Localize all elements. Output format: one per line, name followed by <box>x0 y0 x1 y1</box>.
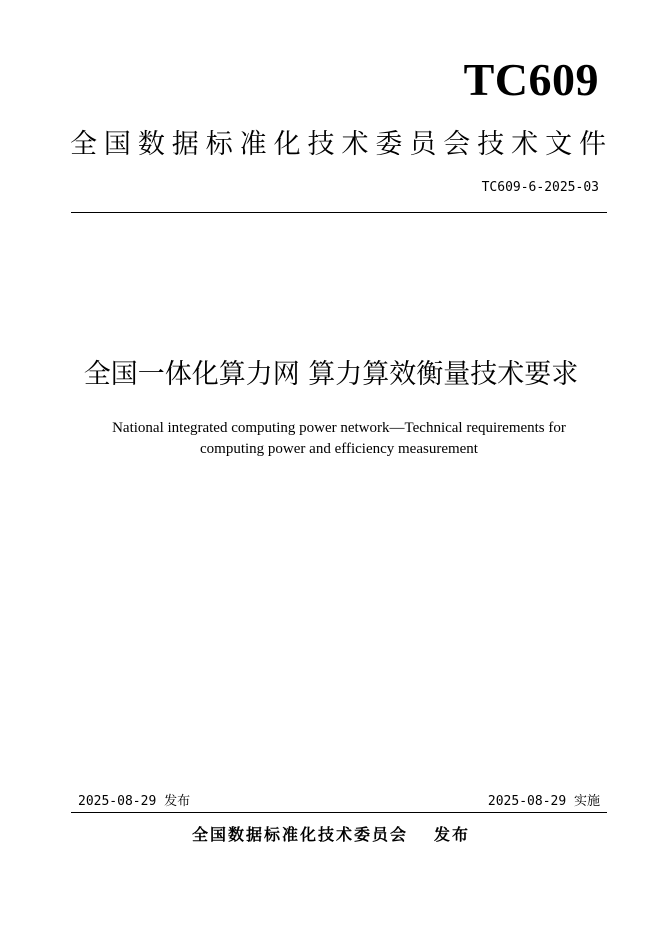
english-title-line-1: National integrated computing power network—Technical requirements for <box>112 420 566 436</box>
issue-label: 发布 <box>434 825 471 844</box>
top-divider <box>71 212 607 213</box>
committee-code: TC609 <box>463 54 599 105</box>
committee-document-label: 全国数据标准化技术委员会技术文件 <box>70 129 608 160</box>
document-number: TC609-6-2025-03 <box>481 180 599 195</box>
issuer-name: 全国数据标准化技术委员会 <box>191 825 408 844</box>
issuer-line <box>0 823 662 847</box>
document-title-english <box>71 418 607 460</box>
implementation-date: 2025-08-29 实施 <box>487 794 600 809</box>
bottom-divider <box>71 812 607 813</box>
document-title-chinese: 全国一体化算力网 算力算效衡量技术要求 <box>83 359 579 390</box>
release-date: 2025-08-29 发布 <box>78 794 191 809</box>
english-title-line-2: computing power and efficiency measurement <box>200 441 478 457</box>
